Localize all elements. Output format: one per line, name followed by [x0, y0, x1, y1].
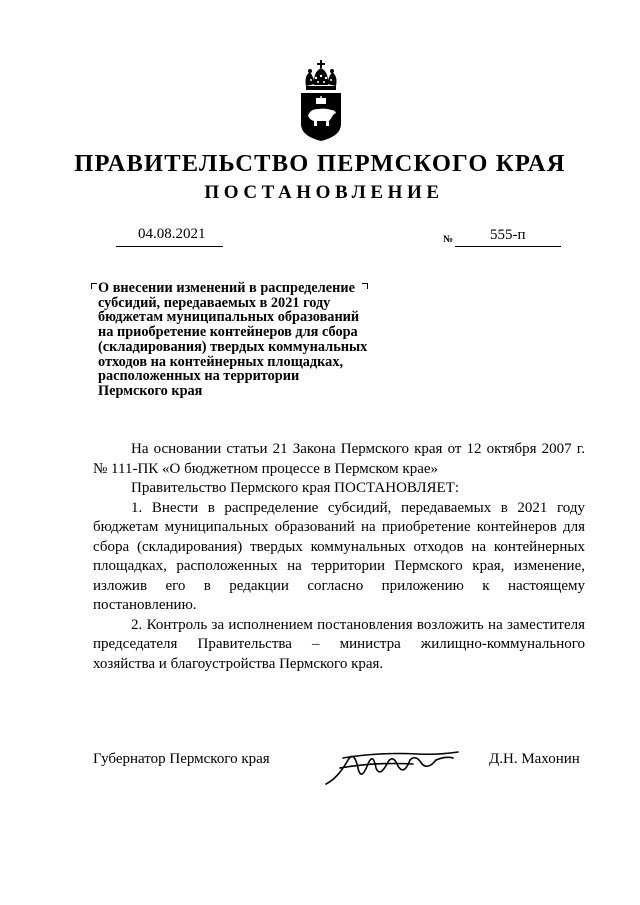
- signer-name: Д.Н. Махонин: [489, 751, 580, 767]
- signer-position: Губернатор Пермского края: [93, 751, 270, 767]
- date-underline: [116, 246, 223, 247]
- decree-date: 04.08.2021: [138, 226, 206, 242]
- body-paragraph-item-1: 1. Внести в распределение субсидий, передаваемых в 2021 году бюджетам муниципальных образований на приобретение контейнеров для сбора (складирования) твердых коммунальных отходов на контейнерных площадках, расположенных на территории Пермского края, изменение, изложив его в редакции согласно приложению к настоящему постановлению.: [93, 499, 585, 613]
- body-paragraph-resolution: Правительство Пермского края ПОСТАНОВЛЯЕТ:: [131, 480, 460, 496]
- body-paragraph-item-2: 2. Контроль за исполнением постановления возложить на заместителя председателя Правительства – министра жилищно-коммунального хозяйства и благоустройства Пермского края.: [93, 616, 585, 672]
- decree-body: [93, 440, 585, 674]
- perm-krai-coat-of-arms-icon: [296, 60, 346, 142]
- subject-corner-left: [91, 283, 97, 289]
- decree-number: 555-п: [490, 227, 526, 243]
- document-type-title: ПОСТАНОВЛЕНИЕ: [204, 182, 444, 203]
- subject-line: субсидий, передаваемых в 2021 году: [98, 294, 331, 311]
- handwritten-signature-icon: [318, 738, 468, 788]
- subject-line: Пермского края: [98, 382, 203, 399]
- body-paragraph-preamble: На основании статьи 21 Закона Пермского края от 12 октября 2007 г. № 111-ПК «О бюджетном процессе в Пермском крае»: [93, 441, 585, 477]
- government-title: ПРАВИТЕЛЬСТВО ПЕРМСКОГО КРАЯ: [74, 150, 566, 177]
- subject-line: бюджетам муниципальных образований: [98, 309, 360, 326]
- subject-line: О внесении изменений в распределение: [98, 280, 355, 296]
- subject-line: (складирования) твердых коммунальных: [98, 338, 368, 355]
- number-underline: [455, 246, 561, 247]
- subject-line: расположенных на территории: [98, 368, 300, 385]
- subject-line: отходов на контейнерных площадках,: [98, 353, 344, 370]
- subject-line: на приобретение контейнеров для сбора: [98, 324, 358, 341]
- decree-subject: [98, 281, 398, 399]
- number-label: №: [443, 234, 454, 245]
